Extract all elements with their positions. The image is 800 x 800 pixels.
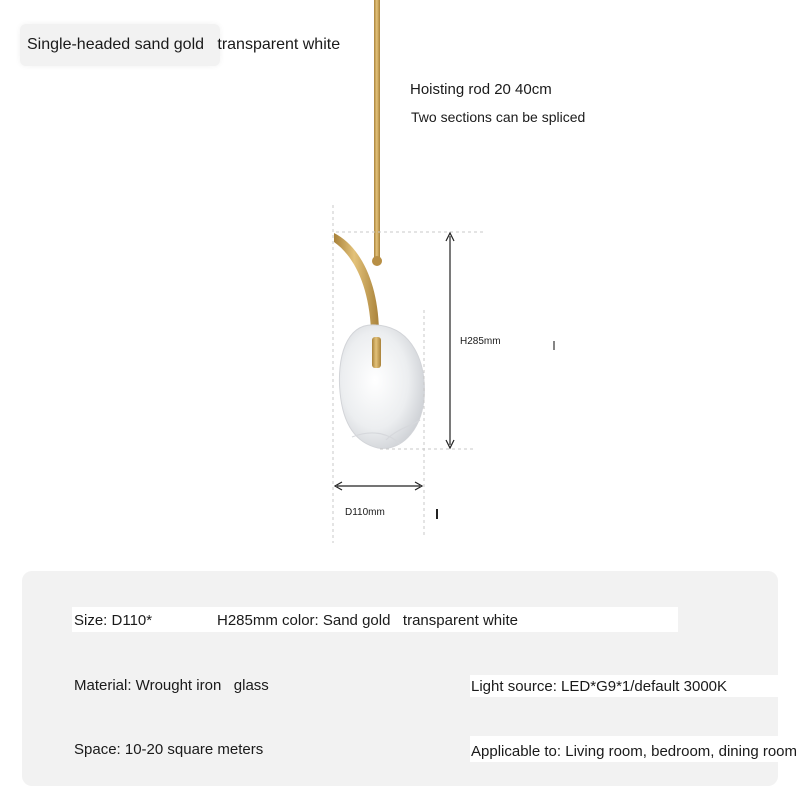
spec-space: Space: 10-20 square meters [74, 741, 264, 758]
spec-applicable: Applicable to: Living room, bedroom, dining room [471, 743, 798, 760]
spec-size-color: H285mm color: Sand gold transparent white [217, 612, 518, 629]
glass-shade [339, 325, 424, 448]
rod-joint [372, 256, 382, 266]
spec-size: Size: D110* [74, 612, 153, 629]
hoisting-rod [374, 0, 380, 258]
height-dimension-label: H285mm [460, 336, 501, 347]
rod-splice-note: Two sections can be spliced [411, 109, 586, 125]
product-title: Single-headed sand gold transparent white [27, 36, 341, 53]
spec-light-source: Light source: LED*G9*1/default 3000K [471, 678, 728, 695]
rod-length-label: Hoisting rod 20 40cm [410, 81, 552, 98]
spec-material: Material: Wrought iron glass [74, 677, 269, 694]
diameter-dimension-label: D110mm [345, 507, 385, 518]
gold-clip [372, 337, 381, 368]
curved-stem [334, 233, 379, 330]
